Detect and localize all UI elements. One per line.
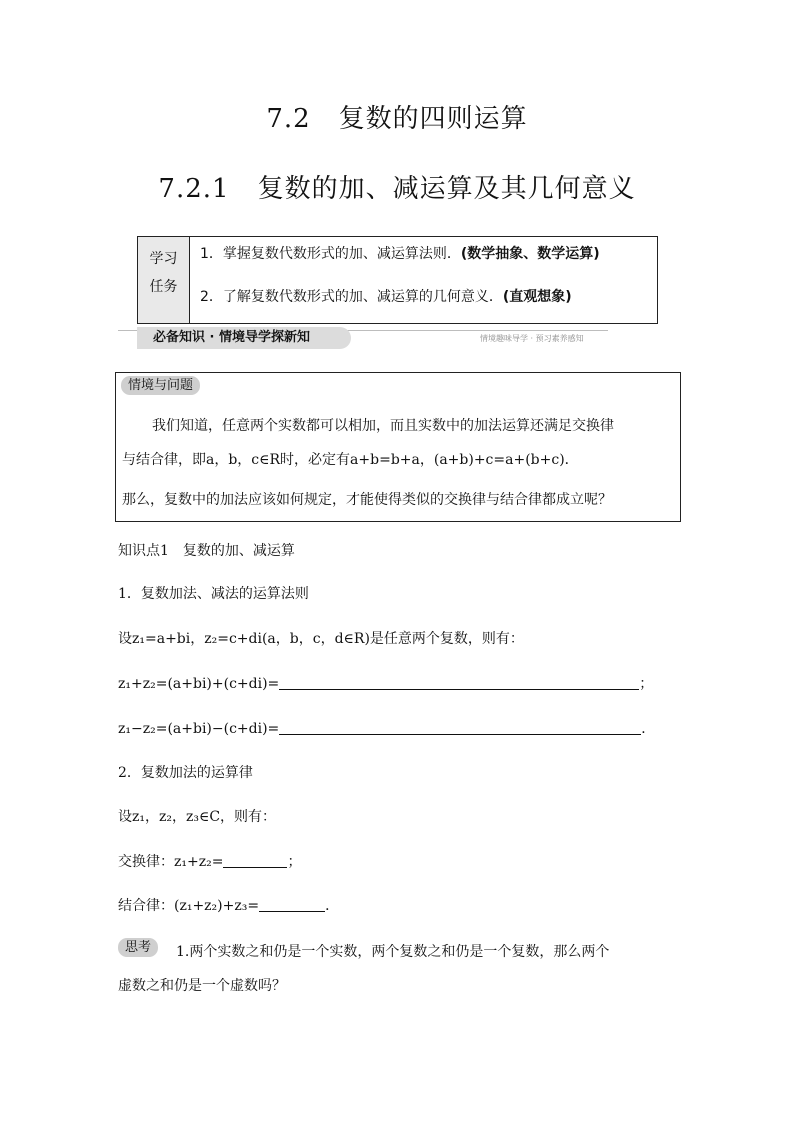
subsection-number: 7.2.1 [158, 174, 230, 204]
subsection-title-text: 复数的加、减运算及其几何意义 [257, 174, 636, 204]
task-item-2-tag: (直观想象) [502, 289, 572, 305]
associative-blank[interactable] [259, 897, 325, 912]
scenario-line-3: 那么，复数中的加法应该如何规定，才能使得类似的交换律与结合律都成立呢？ [122, 492, 612, 508]
subtraction-blank[interactable] [279, 720, 641, 735]
task-item-1: 1．掌握复数代数形式的加、减运算法则．(数学抽象、数学运算) [200, 246, 600, 262]
section-number: 7.2 [266, 104, 311, 134]
learning-tasks-header: 学习 任务 [138, 237, 190, 323]
scenario-box [115, 372, 681, 522]
commutative-law: 交换律：z₁+z₂= ； [118, 854, 302, 870]
scenario-tag: 情境与问题 [121, 376, 200, 395]
think-line-2: 虚数之和仍是一个虚数吗？ [118, 978, 286, 994]
subsection-title [0, 168, 794, 205]
subtraction-rule: z₁−z₂=(a+bi)−(c+di)= ． [118, 721, 656, 737]
law-setup: 设z₁，z₂，z₃∈C，则有： [118, 809, 277, 825]
addition-blank[interactable] [279, 675, 639, 690]
section-banner: 必备知识 · 情境导学探新知 [137, 327, 351, 349]
addition-rule: z₁+z₂=(a+bi)+(c+di)= ； [118, 676, 654, 692]
scenario-line-2: 与结合律，即a，b，c∈R时，必定有a+b=b+a，(a+b)+c=a+(b+c)． [122, 452, 579, 468]
scenario-line-1: 我们知道，任意两个实数都可以相加，而且实数中的加法运算还满足交换律 [152, 418, 614, 434]
task-item-1-tag: (数学抽象、数学运算) [460, 246, 600, 262]
law-heading: 2．复数加法的运算律 [118, 765, 253, 781]
associative-law: 结合律：(z₁+z₂)+z₃= ． [118, 898, 340, 914]
section-title [0, 98, 794, 135]
learning-tasks-table [137, 236, 658, 324]
think-tag: 思考 [118, 938, 158, 957]
section-title-text: 复数的四则运算 [338, 104, 528, 134]
commutative-blank[interactable] [223, 853, 287, 868]
rule-heading: 1．复数加法、减法的运算法则 [118, 586, 309, 602]
think-line-1: 1.两个实数之和仍是一个实数，两个复数之和仍是一个复数，那么两个 [176, 944, 610, 960]
knowledge-heading: 知识点1 复数的加、减运算 [118, 543, 295, 559]
rule-setup: 设z₁=a+bi，z₂=c+di(a，b，c，d∈R)是任意两个复数，则有： [118, 631, 524, 647]
task-item-2: 2．了解复数代数形式的加、减运算的几何意义．(直观想象) [200, 289, 572, 305]
banner-note: 情境趣味导学 · 预习素养感知 [480, 334, 584, 343]
